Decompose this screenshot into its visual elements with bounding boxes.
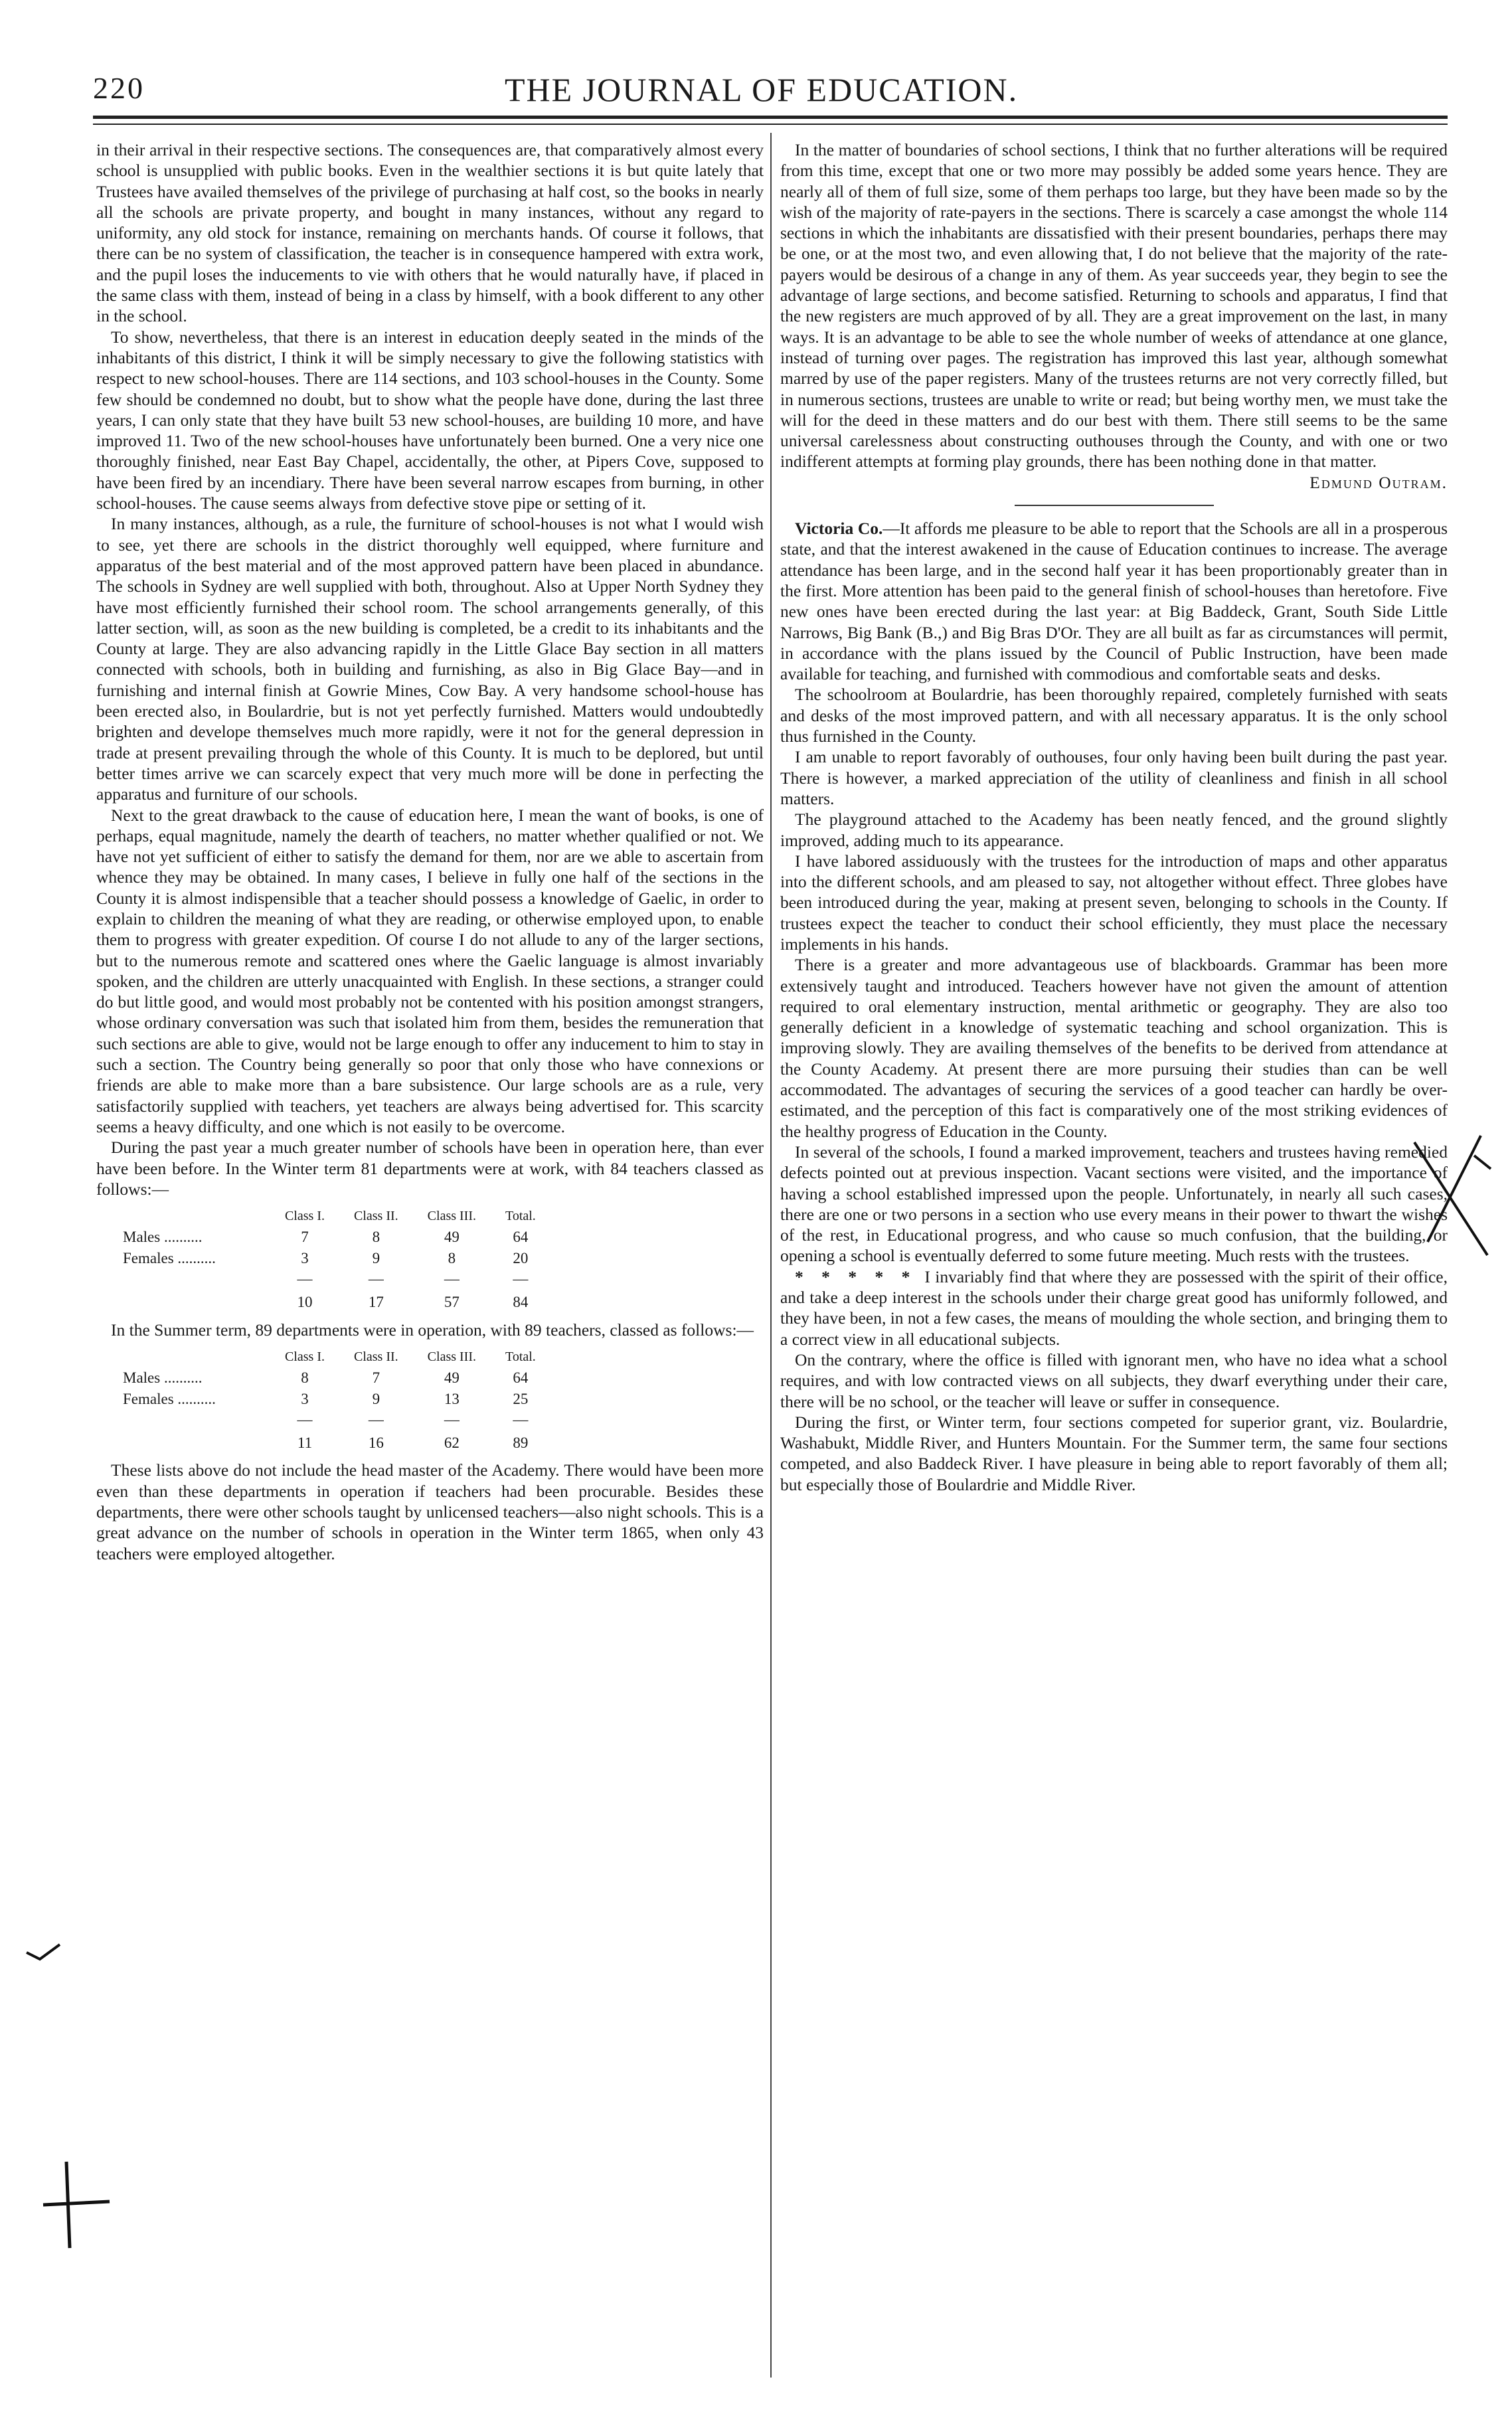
total-cell: 84 bbox=[513, 1294, 529, 1311]
table-header-row bbox=[123, 1206, 550, 1227]
table-cell: 8 bbox=[372, 1229, 380, 1246]
row-label: Females .......... bbox=[123, 1249, 216, 1266]
paragraph: The playground attached to the Academy has been neatly fenced, and the ground slightly improved, adding much to its appearance. bbox=[780, 810, 1448, 850]
paragraph: During the first, or Winter term, four sections competed for superior grant, viz. Boulardrie, Washabukt, Middle River, and Hunters Mountain. For the Summer term, the same four sections competed, and also Baddeck River. I have pleasure in being able to report favorably of them all; but especially those of Boulardrie and Middle River. bbox=[780, 1412, 1448, 1494]
total-cell: 10 bbox=[297, 1294, 313, 1311]
table-header: Class I. bbox=[285, 1349, 325, 1364]
table-header: Total. bbox=[505, 1349, 536, 1364]
table-totals-row bbox=[123, 1430, 550, 1453]
journal-title: THE JOURNAL OF EDUCATION. bbox=[505, 71, 1019, 108]
table-header bbox=[123, 1347, 270, 1367]
paragraph: In the Summer term, 89 departments were in operation, with 89 teachers, classed as follows:— bbox=[111, 1320, 754, 1340]
paragraph: These lists above do not include the head master of the Academy. There would have been more even than these departments in operation if teachers had been procurable. Besides these departments, there were other schools taught by unlicensed teachers—also night schools. This is a great advance on the number of schools in operation in the Winter term 1865, when only 43 teachers were employed altogether. bbox=[96, 1460, 764, 1563]
paragraph: The schoolroom at Boulardrie, has been thoroughly repaired, completely furnished with seats and desks of the most improved pattern, and with all necessary apparatus. It is the only school thus furnished in the County. bbox=[780, 685, 1448, 746]
winter-term-table bbox=[123, 1206, 550, 1312]
table-cell: 20 bbox=[513, 1249, 529, 1266]
header-rule-thin bbox=[93, 124, 1448, 125]
table-dash-row bbox=[123, 1409, 550, 1430]
total-cell: 11 bbox=[297, 1434, 313, 1452]
paragraph: In several of the schools, I found a marked improvement, teachers and trustees having remedied defects pointed out at previous inspection. Vacant sections were visited, and the importance of having a school established impressed upon the people. Unfortunately, in nearly all such cases, there are one or two persons in a section who use every means in their power to thwart the wishes of the rest, in Educational progress, and who cause so much confusion, that the building, or opening a school is eventually deferred to some future meeting. Much rests with the trustees. bbox=[780, 1142, 1448, 1266]
paragraph: In many instances, although, as a rule, the furniture of school-houses is not what I would wish to see, yet there are schools in the district thoroughly well equipped, where furniture and apparatus of the best material and of the most approved pattern have been placed in abundance. The schools in Sydney are well supplied with both, throughout. Also at Upper North Sydney they have most efficiently furnished their school room. The school arrangements generally, of this latter section, will, as soon as the new building is completed, be a credit to its inhabitants and the County at large. They are also advancing rapidly in the Little Glace Bay section in all matters connected with schools, both in building and furnishing, as also in Big Glace Bay—and in furnishing and internal finish at Gowrie Mines, Cow Bay. A very handsome school-house has been erected also, in Boulardrie, but is not yet perfectly furnished. Matters would undoubtedly brighten and develope themselves much more rapidly, were it not for the general depression in trade at present prevailing through the whole of this County. It is much to be deplored, but until better times arrive we can scarcely expect that very much more will be done in perfecting the apparatus and furniture of our schools. bbox=[96, 514, 764, 804]
table-cell: 7 bbox=[372, 1369, 380, 1387]
paragraph: in their arrival in their respective sections. The consequences are, that comparatively almost every school is unsupplied with public books. Even in the wealthier sections it is but quite lately that Trustees have availed themselves of the privilege of purchasing at half cost, so the books in nearly all the schools are private property, and bought in many instances, without any regard to uniformity, any old stock for instance, remaining on merchants hands. Of course it follows, that there can be no system of classification, the teacher is in consequence hampered with extra work, and the pupil loses the inducements to vie with others that he would naturally have, if placed in the same class with them, instead of being in a class by himself, with a book different to any other in the school. bbox=[96, 140, 764, 326]
table-header: Class III. bbox=[427, 1209, 476, 1224]
table-header: Class II. bbox=[354, 1349, 398, 1364]
dash: — bbox=[368, 1270, 384, 1288]
table-cell: 8 bbox=[301, 1369, 309, 1387]
paragraph: Next to the great drawback to the cause of education here, I mean the want of books, is one of perhaps, equal magnitude, namely the dearth of teachers, no matter whether qualified or not. We have not yet sufficient of either to satisfy the demand for them, nor are we able to ascertain from whence they may be obtained. In many cases, I believe in fully one half of the sections in the County it is almost indispensible that a teacher should possess a knowledge of Gaelic, in order to explain to children the meaning of what they are reading, or otherwise employed upon, to enable them to progress with greater expedition. Of course I do not allude to any of the larger sections, but to the numerous remote and scattered ones where the Gaelic language is almost invariably spoken, and the children are utterly unacquainted with English. In these sections, a stranger could do but little good, and would most probably not be contented with his position amongst strangers, whose ordinary conversation was such that isolated him from them, besides the remuneration that such sections are able to give, would not be large enough to offer any inducement to him to stay in such a section. The Country being generally so poor that only those who have connexions or friends are able to make more than a bare subsistence. Our large schools are as a rule, very satisfactorily supplied with teachers, yet teachers are always being advertised for. This scarcity seems a heavy difficulty, and one which is not easily to be overcome. bbox=[96, 805, 764, 1136]
table-row bbox=[123, 1367, 550, 1388]
table-header-row bbox=[123, 1347, 550, 1367]
paragraph bbox=[780, 1266, 1448, 1349]
summer-term-table bbox=[123, 1347, 550, 1453]
paragraph: During the past year a much greater number of schools have been in operation here, than ever have been before. In the Winter term 81 departments were at work, with 84 teachers classed as follows:— bbox=[96, 1138, 764, 1199]
dash: — bbox=[444, 1270, 460, 1288]
dash: — bbox=[297, 1411, 313, 1428]
column-divider bbox=[770, 133, 772, 2378]
total-cell: 62 bbox=[444, 1434, 460, 1452]
total-cell: 57 bbox=[444, 1294, 460, 1311]
dash: — bbox=[513, 1270, 529, 1288]
dash: — bbox=[297, 1270, 313, 1288]
table-header: Class III. bbox=[427, 1349, 476, 1364]
dash: — bbox=[368, 1411, 384, 1428]
ellipsis-stars: * * * * * bbox=[795, 1266, 917, 1286]
paragraph: On the contrary, where the office is filled with ignorant men, who have no idea what a school requires, and with low contracted views on all subjects, they dwarf everything under their care, there will be no school, or the teacher will leave or suffer in consequence. bbox=[780, 1349, 1448, 1411]
table-cell: 8 bbox=[448, 1249, 456, 1266]
total-cell: 16 bbox=[368, 1434, 384, 1452]
right-column bbox=[780, 139, 1448, 1495]
table-cell: 64 bbox=[513, 1369, 529, 1387]
signature: Edmund Outram. bbox=[1309, 472, 1448, 492]
handwritten-tick-mark bbox=[20, 1939, 73, 1966]
paragraph: I am unable to report favorably of outhouses, four only having been built during the past year. There is however, a marked appreciation of the utility of cleanliness and finish in all school matters. bbox=[780, 747, 1448, 808]
table-row bbox=[123, 1227, 550, 1247]
paragraph-text: I invariably find that where they are possessed with the spirit of their office, and take a deep interest in the schools under their charge great good has uniformly followed, and they have been, in not a few cases, the means of moulding the whole section, and bringing them to a correct view in all educational subjects. bbox=[780, 1266, 1448, 1349]
page-header bbox=[93, 70, 1448, 117]
paragraph: To show, nevertheless, that there is an interest in education deeply seated in the minds of the inhabitants of this district, I think it will be simply necessary to give the following statistics with respect to new school-houses. There are 114 sections, and 103 school-houses in the County. Some few should be condemned no doubt, but to show what the people have done, during the last three years, I can only state that they have built 53 new school-houses, are building 10 more, and have improved 11. Two of the new school-houses have unfortunately been burned. One a very nice one thoroughly finished, near East Bay Chapel, accidentally, the other, at Pipers Cove, supposed to have been fired by an incendiary. There have been several narrow escapes from burning, in other school-houses. The cause seems always from defective stove pipe or setting of it. bbox=[96, 327, 764, 513]
page-number: 220 bbox=[93, 71, 145, 105]
total-cell: 89 bbox=[513, 1434, 529, 1452]
total-cell: 17 bbox=[368, 1294, 384, 1311]
left-column bbox=[96, 139, 764, 1564]
table-cell: 49 bbox=[444, 1229, 460, 1246]
section-rule bbox=[1015, 505, 1214, 506]
paragraph bbox=[780, 518, 1448, 684]
table-totals-row bbox=[123, 1289, 550, 1312]
table-cell: 3 bbox=[301, 1249, 309, 1266]
paragraph: I have labored assiduously with the trustees for the introduction of maps and other apparatus into the different schools, and am pleased to say, not altogether without effect. Three globes have been introduced during the year, making at present seven, belonging to schools in the County. If trustees expect the teacher to conduct their school efficiently, they must place the necessary implements in his hands. bbox=[780, 851, 1448, 954]
table-cell: 25 bbox=[513, 1390, 529, 1407]
paragraph: In the matter of boundaries of school sections, I think that no further alterations will be required from this time, except that one or two more may possibly be added some years hence. They are nearly all of them of full size, some of them perhaps too large, but they have been made so by the wish of the majority of rate-payers in the sections. There is scarcely a case amongst the whole 114 sections in which the inhabitants are dissatisfied with their present boundaries, perhaps there may be one, or at the most two, and even allowing that, I do not believe that the majority of the rate-payers would be desirous of a change in any of them. As year succeeds year, they begin to see the advantage of large sections, and become satisfied. Returning to schools and apparatus, I find that the new registers are much approved of by all. They are a great improvement on the last, in many ways. It is an advantage to be able to see the whole number of weeks of attendance at one glance, instead of turning over pages. The registration has improved this last year, although somewhat marred by use of the paper registers. Many of the trustees returns are not very correctly filled, but in numerous sections, trustees are unable to write or read; but being worthy men, we must take the will for the deed in these matters and do our best with them. There still seems to be the same universal carelessness about constructing outhouses through the County, and with one or two indifferent attempts at forming play grounds, there has been nothing done in that matter. bbox=[780, 140, 1448, 472]
table-cell: 13 bbox=[444, 1390, 460, 1407]
paragraph: There is a greater and more advantageous use of blackboards. Grammar has been more extensively taught and introduced. Teachers however have not given the amount of attention required to oral elementary instruction, mental arithmetic or geography. They are also too generally deficient in a knowledge of systematic teaching and school organization. This is improving slowly. They are availing themselves of the benefits to be derived from attendance at the County Academy. At present there are more pursuing their studies than can be well accommodated. The advantages of securing the services of a good teacher can hardly be over-estimated, and the perception of this fact is comparatively one of the most striking evidences of the healthy progress of Education in the County. bbox=[780, 955, 1448, 1141]
table-header: Class II. bbox=[354, 1209, 398, 1224]
table-dash-row bbox=[123, 1268, 550, 1289]
dash: — bbox=[513, 1411, 529, 1428]
row-label: Males .......... bbox=[123, 1369, 203, 1387]
table-header bbox=[123, 1206, 270, 1227]
table-header: Total. bbox=[505, 1209, 536, 1224]
handwritten-cross-mark bbox=[40, 2155, 113, 2255]
handwritten-x-mark bbox=[1401, 1129, 1494, 1262]
dash: — bbox=[444, 1411, 460, 1428]
row-label: Females .......... bbox=[123, 1390, 216, 1407]
table-cell: 9 bbox=[372, 1249, 380, 1266]
table-row bbox=[123, 1389, 550, 1409]
table-cell: 7 bbox=[301, 1229, 309, 1246]
table-cell: 9 bbox=[372, 1390, 380, 1407]
table-cell: 3 bbox=[301, 1390, 309, 1407]
table-row bbox=[123, 1248, 550, 1268]
county-heading: Victoria Co. bbox=[795, 519, 883, 539]
paragraph-text: —It affords me pleasure to be able to report that the Schools are all in a prosperous state, and that the interest awakened in the cause of Education continues to increase. The average attendance has been large, and in the second half year it has been proportionably greater than in the first. More attention has been paid to the general finish of school-houses than heretofore. Five new ones have been erected during the last year: at Big Baddeck, Grant, South Side Little Narrows, Big Bank (B.,) and Big Bras D'Or. They are all built as far as circumstances will permit, in accordance with the plans issued by the Council of Public Instruction, have been made available for teaching, and furnished with commodious and comfortable seats and desks. bbox=[780, 519, 1448, 684]
row-label: Males .......... bbox=[123, 1229, 203, 1246]
header-rule-thick bbox=[93, 116, 1448, 119]
table-header: Class I. bbox=[285, 1209, 325, 1224]
table-cell: 49 bbox=[444, 1369, 460, 1387]
table-cell: 64 bbox=[513, 1229, 529, 1246]
